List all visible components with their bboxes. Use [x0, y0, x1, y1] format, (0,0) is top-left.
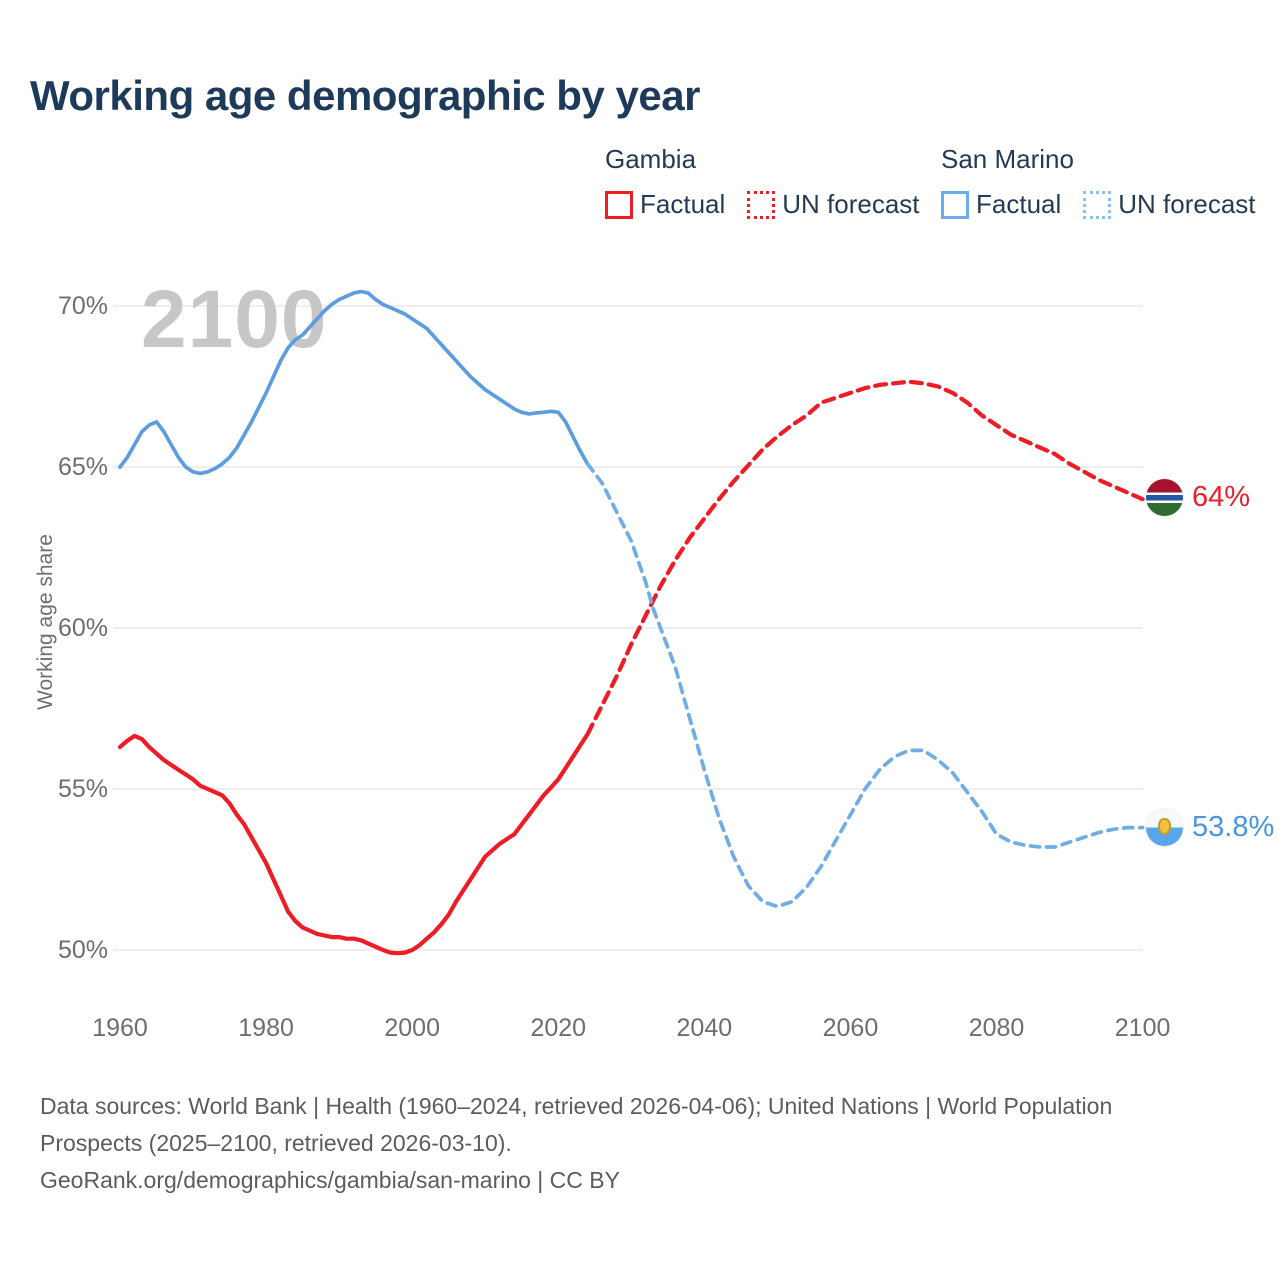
legend-item-gambia-factual: Factual — [605, 189, 725, 220]
x-tick-label: 2020 — [530, 1014, 587, 1042]
legend-group-name: Gambia — [605, 144, 697, 174]
y-tick-label: 70% — [57, 292, 108, 320]
end-value-gambia: 64% — [1192, 481, 1251, 513]
footer-sources-text: Data sources: World Bank | Health (1960–2024, retrieved 2026-04-06); United Nations | World Population Prospects (2025–2100, retrieved 2026-03-10). — [40, 1093, 1113, 1156]
y-tick-label: 60% — [57, 614, 108, 642]
footer-link-text: GeoRank.org/demographics/gambia/san-marino | CC BY — [40, 1167, 620, 1193]
series-sanmarino-forecast — [588, 464, 1143, 907]
chart-title: Working age demographic by year — [30, 72, 700, 119]
legend-item-sanmarino-forecast: UN forecast — [1083, 189, 1255, 220]
x-tick-label: 1980 — [238, 1014, 294, 1042]
legend-item-gambia-forecast: UN forecast — [747, 189, 919, 220]
y-tick-label: 50% — [57, 936, 108, 964]
footer — [40, 1088, 1125, 1199]
y-axis-title: Working age share — [34, 534, 57, 710]
x-tick-label: 2060 — [822, 1014, 879, 1042]
x-tick-label: 2100 — [1114, 1014, 1171, 1042]
watermark-text: 2100 — [141, 274, 328, 365]
series-gambia-forecast — [588, 382, 1143, 735]
x-tick-label: 2040 — [676, 1014, 733, 1042]
x-tick-label: 1960 — [92, 1014, 148, 1042]
end-value-san-marino: 53.8% — [1192, 811, 1275, 843]
san-marino-flag-icon — [1146, 809, 1183, 846]
series-gambia-factual — [120, 734, 588, 953]
legend-group-name: San Marino — [941, 144, 1074, 174]
y-tick-label: 55% — [57, 775, 108, 803]
x-tick-label: 2080 — [968, 1014, 1025, 1042]
x-tick-label: 2000 — [384, 1014, 440, 1042]
legend-item-sanmarino-factual: Factual — [941, 189, 1061, 220]
y-tick-label: 65% — [57, 453, 108, 481]
end-label-gambia — [1146, 479, 1250, 516]
gambia-flag-icon — [1146, 479, 1183, 516]
end-label-san-marino — [1146, 809, 1274, 846]
